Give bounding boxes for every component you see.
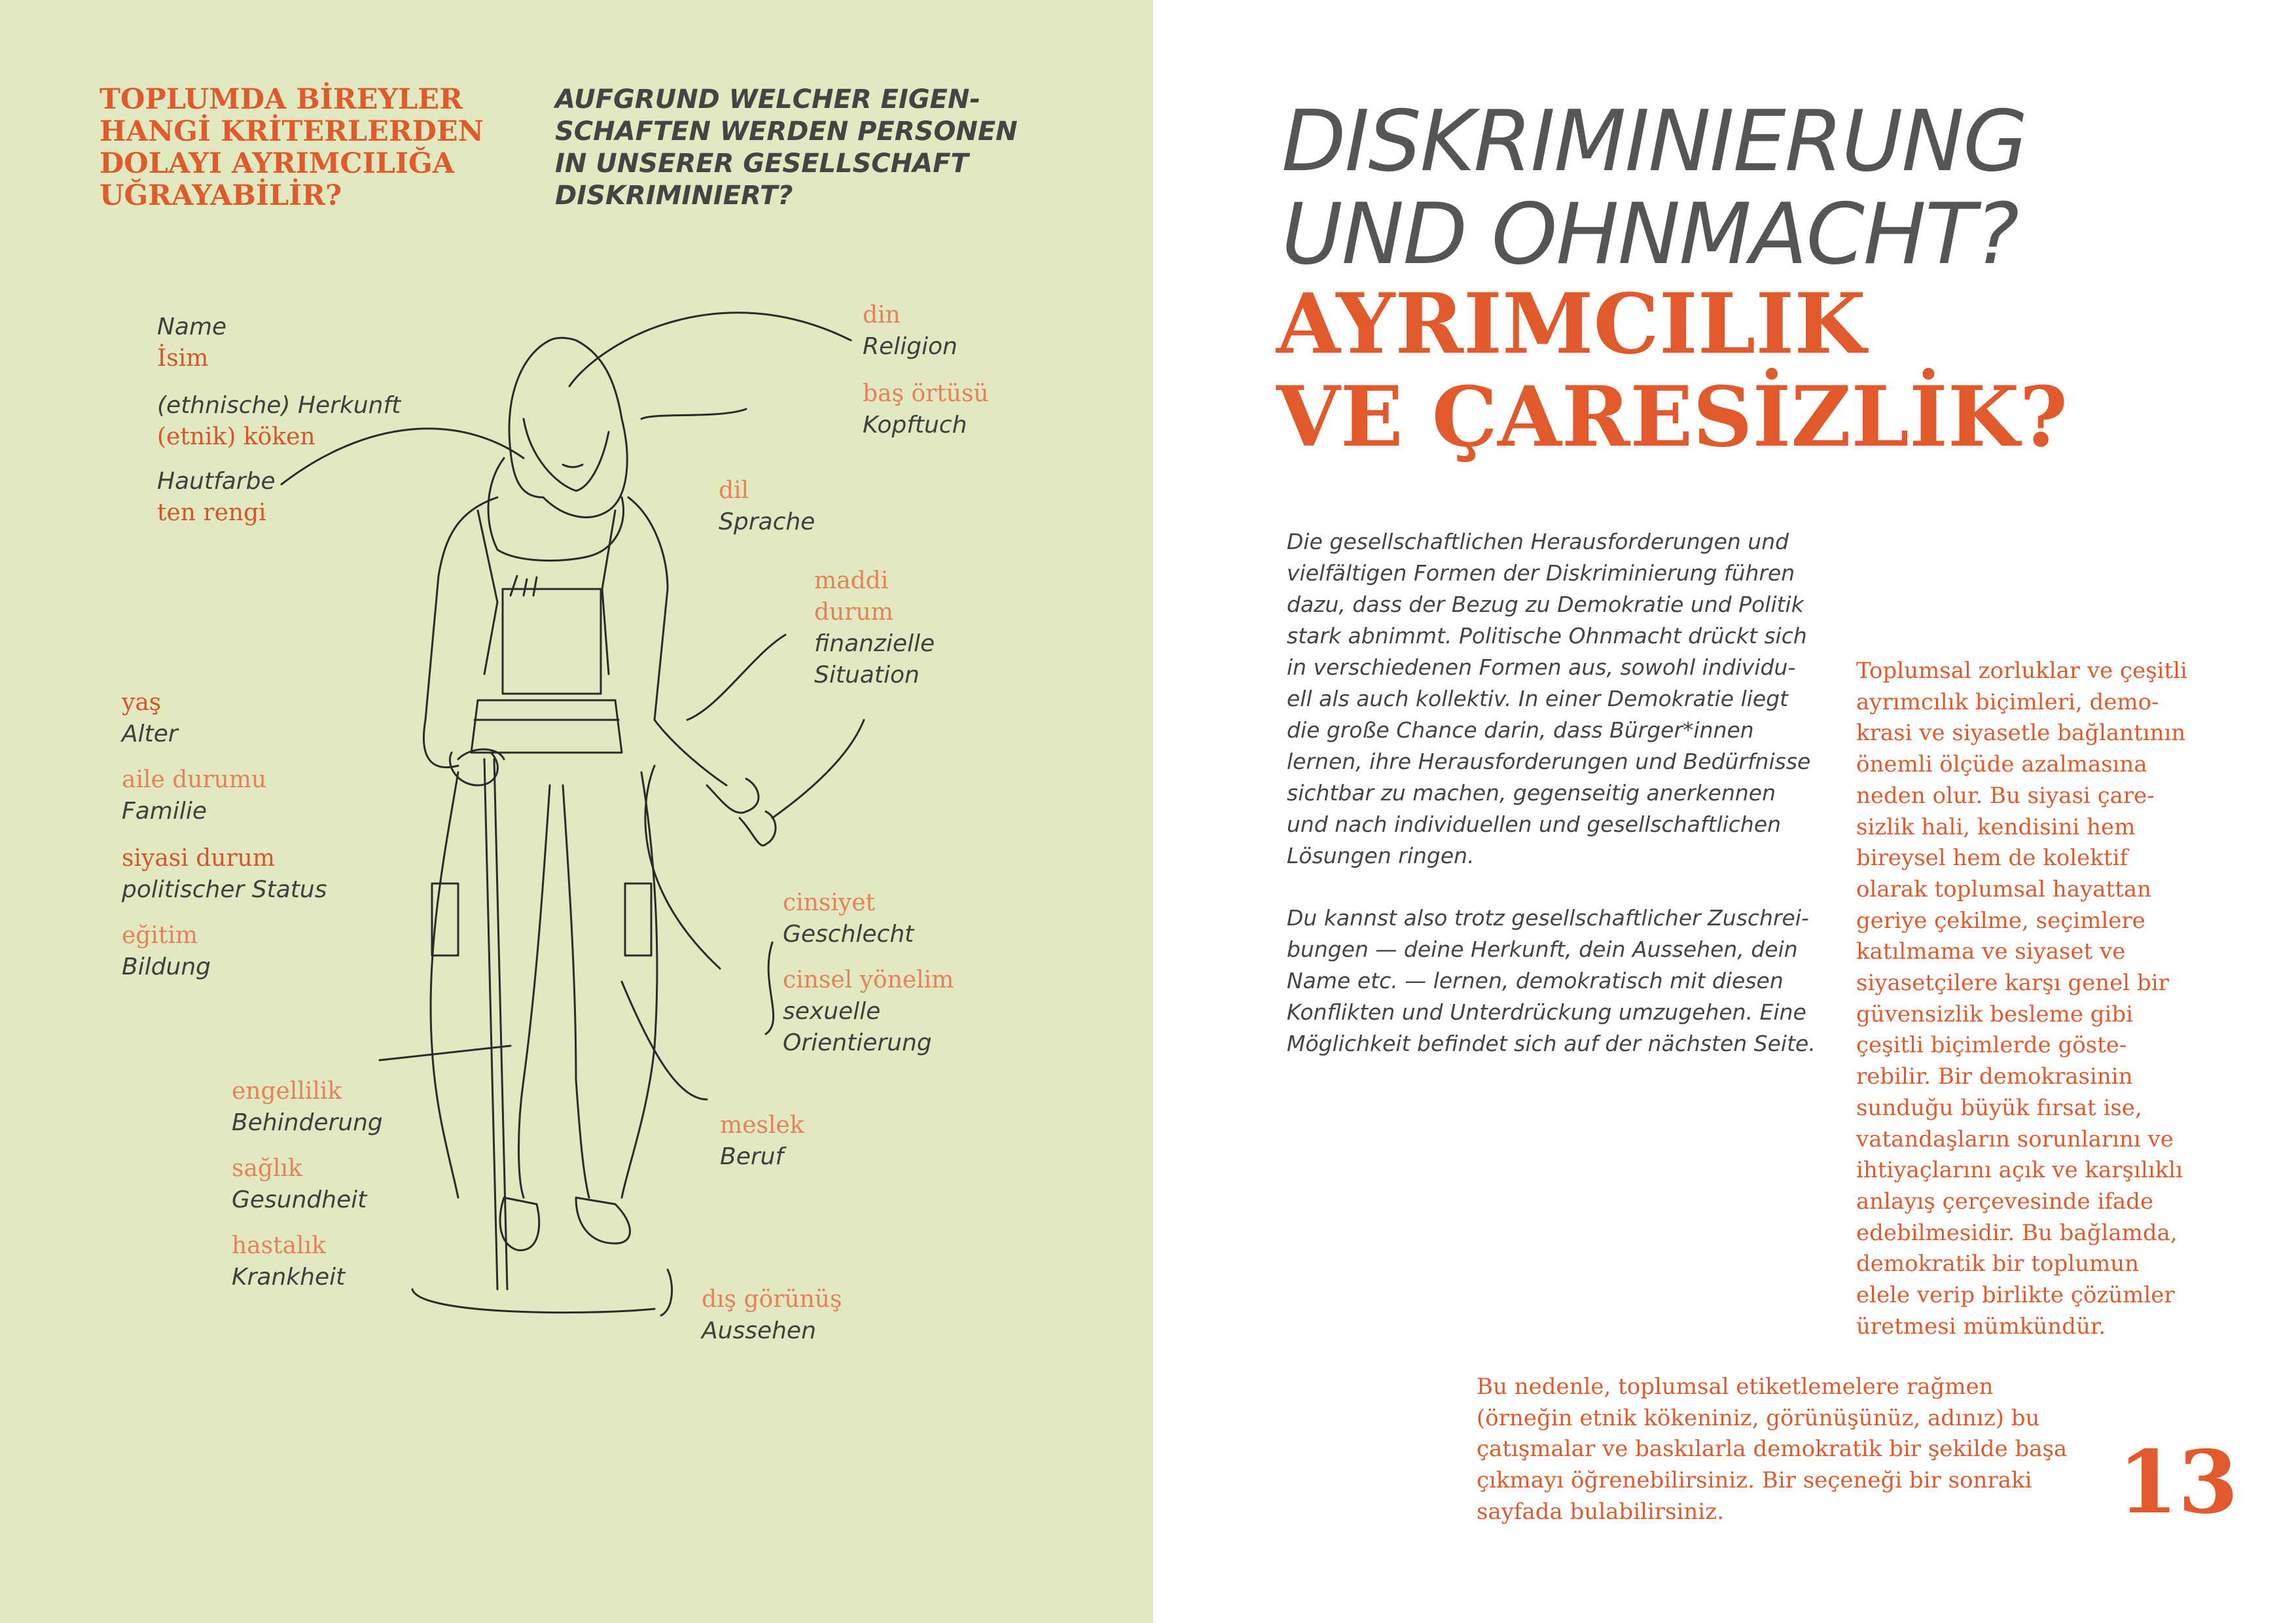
page-title-turkish: AYRIMCILIK VE ÇARESİZLİK? <box>1276 276 2068 465</box>
paragraph: Die gesellschaftlichen Herausforderungen und vielfältigen Formen der Diskriminierung führen dazu, dass der Bezug zu Demokratie und Politik stark abnimmt. Politische Ohnmacht drückt sich in verschiedenen Formen aus, sowohl individu- ell als auch kollektiv. In einer Demokratie liegt die große Chance darin, dass Bürger*innen lernen, ihre Herausforderungen und Bedürfnisse sichtbar zu machen, gegenseitig anerkennen und nach individuellen und gesellschaftlichen Lösungen ringen. <box>1287 529 1811 868</box>
paragraph: Du kannst also trotz gesellschaftlicher Zuschrei- bungen — deine Herkunft, dein Aussehen, dein Name etc. — lernen, demokratisch mit diesen Konflikten und Unterdrückung umzugehen. Eine Möglichkeit befindet sich auf der nächsten Seite. <box>1287 905 1816 1056</box>
label-kopftuch: baş örtüsü Kopftuch <box>863 380 989 438</box>
body-text-turkish: Toplumsal zorluklar ve çeşitli ayrımcılık biçimleri, demo- krasi ve siyasetle bağlantının önemli ölçüde azalmasına neden olur. Bu siyasi çare- sizlik hali, kendisini hem bireysel hem de kolektif olarak toplumsal hayattan geriye çekilme, seçimlere katılmama ve siyaset ve siyasetçilere karşı genel bir güvensizlik besleme gibi çeşitli biçimlerde göste- rebilir. Bir demokrasinin sunduğu büyük fırsat ise, vatandaşların sorunlarını ve ihtiyaçlarını açık ve karşılıklı anlayış çerçevesinde ifade edebilmesidir. Bu bağlamda, demokratik bir toplumun elele verip birlikte çözümler üretmesi mümkündür. <box>1856 658 2187 1340</box>
label-politik: siyasi durum politischer Status <box>122 845 327 903</box>
body-text-turkish-2: Bu nedenle, toplumsal etiketlemelere rağmen (örneğin etnik kökeniniz, görünüşünüz, adınız) bu çatışmalar ve baskılarla demokratik bir şekilde başa çıkmayı öğrenebilirsiniz. Bir seçeneği bir sonraki sayfada bulabilirsiniz. <box>1477 1374 2068 1525</box>
body-text-german <box>1287 526 1843 1090</box>
label-familie: aile durumu Familie <box>122 766 267 825</box>
label-bildung: eğitim Bildung <box>122 922 211 980</box>
question-german: AUFGRUND WELCHER EIGEN- SCHAFTEN WERDEN PERSONEN IN UNSERER GESELLSCHAFT DISKRIMINIERT? <box>555 84 1018 211</box>
label-alter: yaş Alter <box>122 689 178 747</box>
label-aussehen: dış görünüş Aussehen <box>702 1286 842 1344</box>
page-title-german: DISKRIMINIERUNG UND OHNMACHT? <box>1282 93 2027 283</box>
question-turkish: TOPLUMDA BİREYLER HANGİ KRİTERLERDEN DOLAYI AYRIMCILIĞA UĞRAYABİLİR? <box>99 83 484 212</box>
label-herkunft: (ethnische) Herkunft (etnik) köken <box>157 392 401 450</box>
page-number: 13 <box>2118 1432 2238 1533</box>
connector-line <box>687 635 785 720</box>
connector-line <box>661 1270 672 1315</box>
connector-line <box>641 409 746 419</box>
label-finanzielle-situation: maddi durum finanzielle Situation <box>814 567 935 688</box>
label-hautfarbe: Hautfarbe ten rengi <box>157 468 276 526</box>
label-geschlecht: cinsiyet Geschlecht <box>783 889 914 948</box>
label-krankheit: hastalık Krankheit <box>232 1232 346 1291</box>
label-name: Name İsim <box>157 313 227 372</box>
label-gesundheit: sağlık Gesundheit <box>232 1155 367 1213</box>
connector-line <box>412 1289 655 1313</box>
connector-line <box>569 313 851 386</box>
label-sprache: dil Sprache <box>719 477 816 535</box>
label-sexuelle-orientierung: cinsel yönelim sexuelle Orientierung <box>783 967 954 1056</box>
label-behinderung: engellilik Behinderung <box>232 1078 383 1136</box>
connector-line <box>766 942 774 1034</box>
label-religion: din Religion <box>863 302 958 360</box>
connector-line <box>622 982 707 1099</box>
label-beruf: meslek Beruf <box>720 1112 804 1170</box>
